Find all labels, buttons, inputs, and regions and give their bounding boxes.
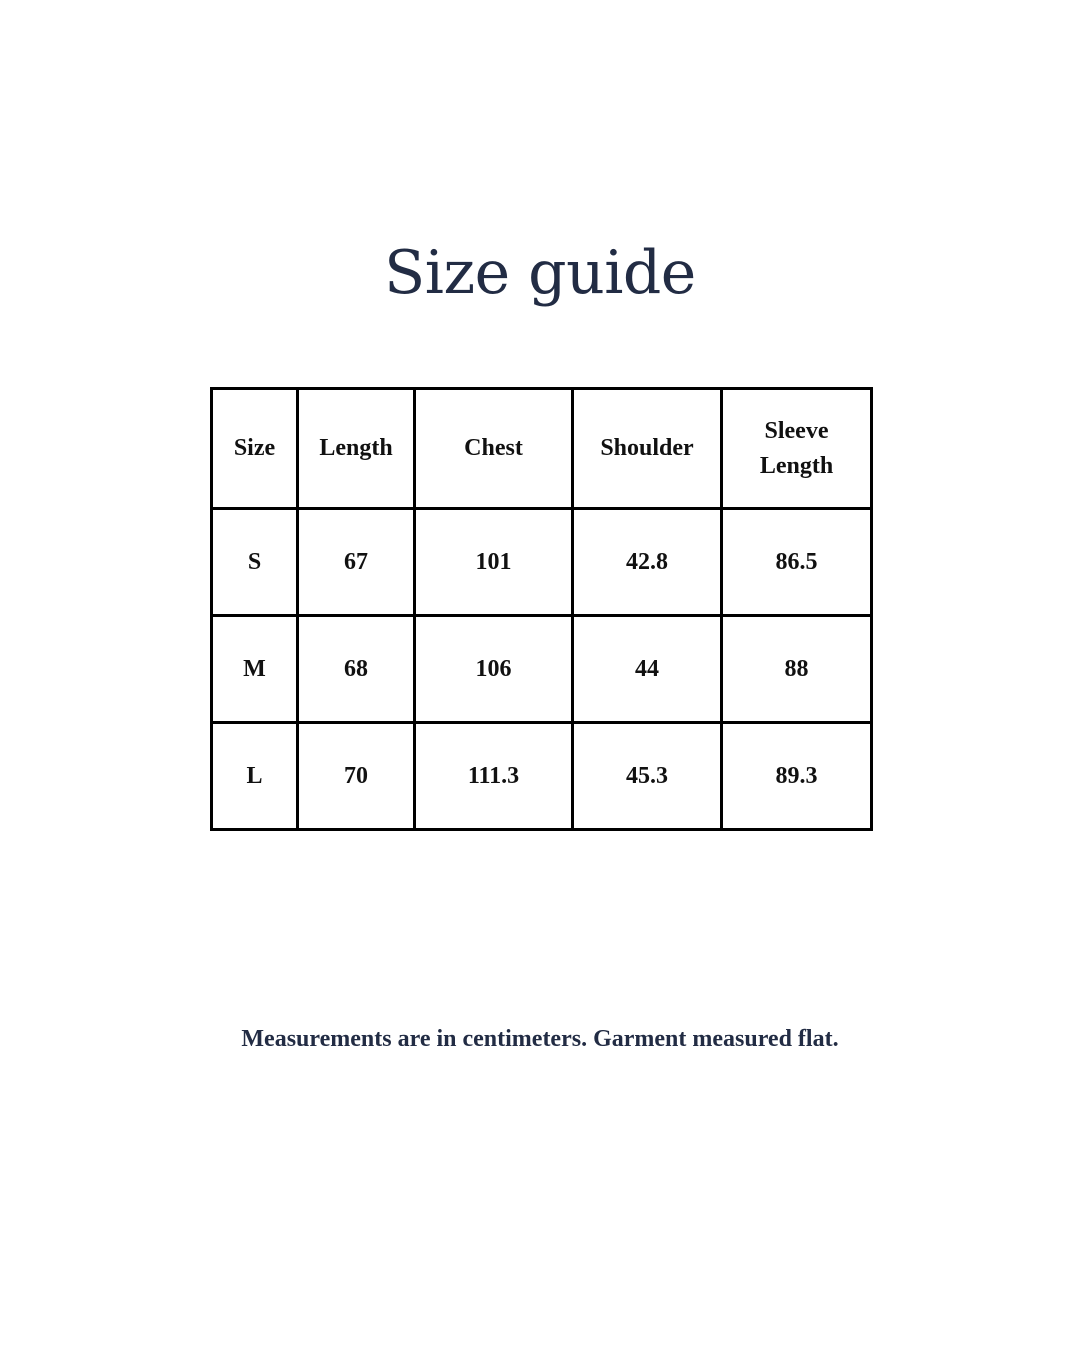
table-header [212, 389, 872, 509]
size-table [210, 387, 873, 831]
cell-length: 67 [298, 509, 415, 616]
cell-shoulder: 44 [573, 616, 722, 723]
cell-length: 68 [298, 616, 415, 723]
cell-chest: 106 [415, 616, 573, 723]
cell-size: L [212, 723, 298, 830]
cell-sleeve-length: 86.5 [722, 509, 872, 616]
cell-size: S [212, 509, 298, 616]
table-row [212, 616, 872, 723]
header-chest: Chest [415, 389, 573, 509]
cell-shoulder: 42.8 [573, 509, 722, 616]
header-size: Size [212, 389, 298, 509]
table-row [212, 723, 872, 830]
table-row [212, 509, 872, 616]
cell-chest: 101 [415, 509, 573, 616]
cell-sleeve-length: 88 [722, 616, 872, 723]
table-body [212, 509, 872, 830]
page-title: Size guide [384, 238, 696, 308]
header-row [212, 389, 872, 509]
header-shoulder: Shoulder [573, 389, 722, 509]
measurement-note: Measurements are in centimeters. Garment measured flat. [241, 1026, 839, 1052]
cell-size: M [212, 616, 298, 723]
cell-sleeve-length: 89.3 [722, 723, 872, 830]
header-length: Length [298, 389, 415, 509]
cell-shoulder: 45.3 [573, 723, 722, 830]
cell-chest: 111.3 [415, 723, 573, 830]
header-sleeve-length: Sleeve Length [722, 389, 872, 509]
cell-length: 70 [298, 723, 415, 830]
